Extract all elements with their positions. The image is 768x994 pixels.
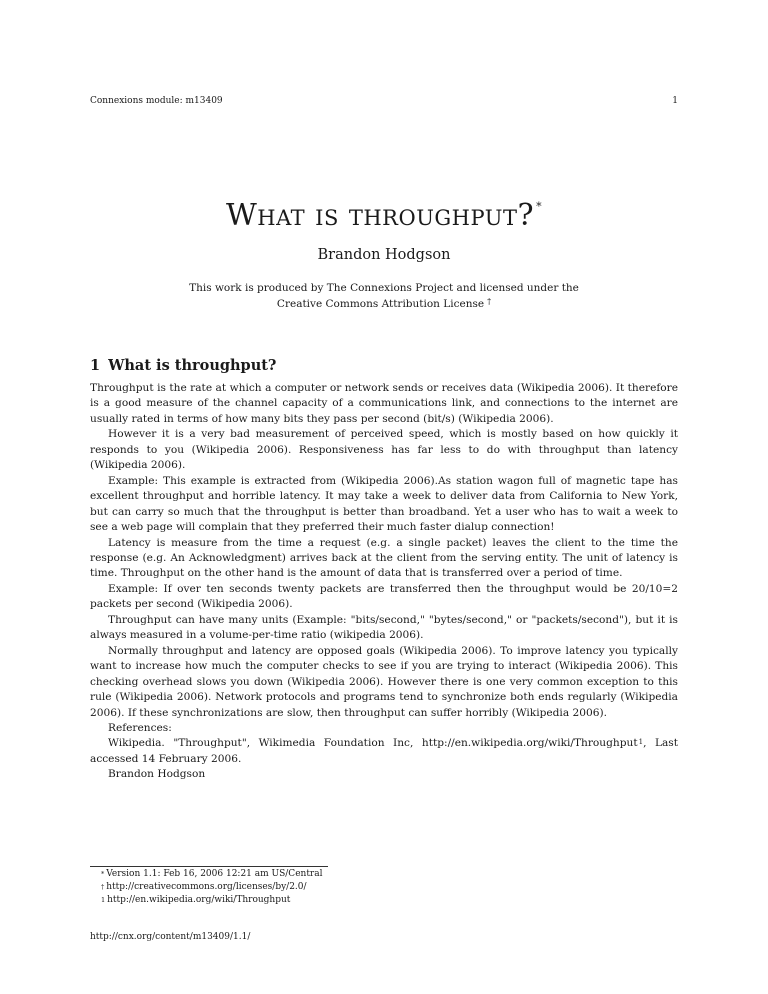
footnote-mark: * (101, 870, 105, 878)
paragraph: Example: This example is extracted from (Wikipedia 2006).As station wagon full of magnetic tape has excellent throughput and horrible latency. It may take a week to deliver data from California to New York, but can carry so much that the throughput is better than broadband. Yet a user who has to wait a week to see a web page will complain that they preferred their much faster dialup connection! (90, 474, 678, 534)
page-number: 1 (672, 96, 678, 106)
footnote-item (101, 894, 322, 907)
section-number: 1 (90, 357, 101, 374)
running-header (90, 96, 678, 106)
paragraph: Throughput can have many units (Example: "bits/second," "bytes/second," or "packets/second"), but it is always measured in a volume-per-time ratio (wikipedia 2006). (90, 613, 678, 642)
reference-entry (90, 736, 678, 767)
license-text: Creative Commons Attribution License (276, 298, 485, 310)
reference-footnote-mark: 1 (638, 738, 644, 747)
footnote-item (101, 881, 322, 894)
paragraph: Example: If over ten seconds twenty packets are transferred then the throughput would be 20/10=2 packets per second (Wikipedia 2006). (90, 582, 678, 611)
paragraph: Throughput is the rate at which a computer or network sends or receives data (Wikipedia 2006). It therefore is a good measure of the channel capacity of a communications link, and connections to the internet are usually rated in terms of how many bits they pass per second (bit/s) (Wikipedia 2006). (90, 382, 678, 425)
signature: Brandon Hodgson (108, 768, 206, 781)
title-text: What is throughput? (225, 198, 535, 234)
footnote-item (101, 868, 322, 881)
license-line-1: This work is produced by The Connexions Project and licensed under the (189, 282, 579, 294)
paragraph: Normally throughput and latency are opposed goals (Wikipedia 2006). To improve latency you typically want to increase how much the computer checks to see if you are trying to interact (Wikipedia 2006). This checking overhead slows you down (Wikipedia 2006). However there is one very common exception to this rule (Wikipedia 2006). Network protocols and programs tend to synchronize both ends regularly (Wikipedia 2006). If these synchronizations are slow, then throughput can suffer horribly (Wikipedia 2006). (90, 644, 678, 719)
footnote-mark: 1 (101, 896, 106, 904)
reference-text: Wikipedia. "Throughput", Wikimedia Foundation Inc, http://en.wikipedia.org/wiki/Throughput (108, 737, 638, 750)
footnote-link[interactable]: http://en.wikipedia.org/wiki/Throughput (107, 895, 291, 905)
module-label: Connexions module: m13409 (90, 96, 223, 106)
footnotes (101, 868, 322, 907)
body-text (90, 381, 678, 783)
license-footnote-mark: † (487, 297, 492, 306)
license-statement (0, 280, 768, 312)
section-title: What is throughput? (108, 357, 277, 374)
title-footnote-mark: * (536, 200, 543, 214)
paragraph: Latency is measure from the time a request (e.g. a single packet) leaves the client to the time the response (e.g. An Acknowledgment) arrives back at the client from the serving entity. The unit of latency is time. Throughput on the other hand is the amount of data that is transferred over a period of time. (90, 536, 678, 580)
footer-url[interactable]: http://cnx.org/content/m13409/1.1/ (90, 932, 251, 942)
footnote-link[interactable]: http://creativecommons.org/licenses/by/2.0/ (106, 882, 307, 892)
reference-tail: , Last accessed 14 February 2006. (90, 737, 678, 765)
author-name: Brandon Hodgson (317, 247, 451, 263)
section-heading (90, 357, 276, 374)
license-line-2 (0, 296, 768, 312)
references-label: References: (108, 721, 172, 734)
footnote-mark: † (101, 883, 105, 891)
footnote-text: Version 1.1: Feb 16, 2006 12:21 am US/Central (106, 869, 323, 879)
footnote-divider (90, 866, 328, 867)
paragraph: However it is a very bad measurement of perceived speed, which is mostly based on how quickly it responds to you (Wikipedia 2006). Responsiveness has far less to do with throughput than latency (Wikipedia 2006). (90, 428, 678, 472)
document-title (0, 198, 768, 233)
